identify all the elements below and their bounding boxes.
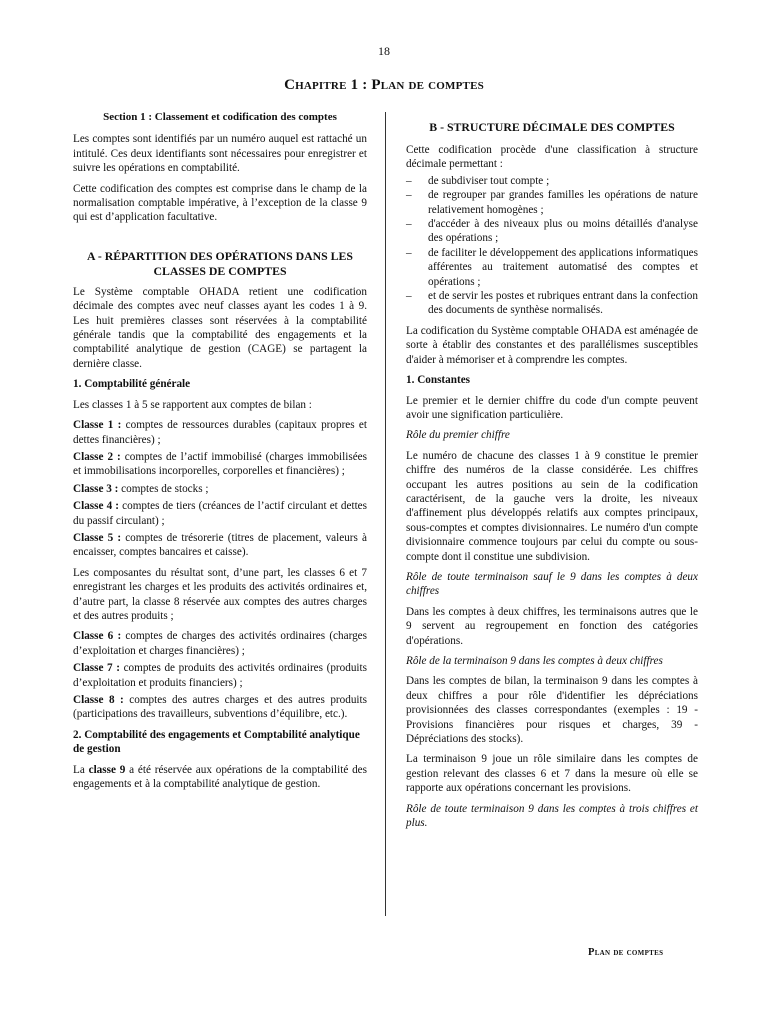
class-text: comptes des autres charges et des autres produits (participations des travailleurs, subventions d’équilibre, etc.). <box>73 694 367 721</box>
list-item: – de subdiviser tout compte ; <box>406 174 698 188</box>
class-text: comptes de stocks ; <box>121 482 209 495</box>
chapter-label: Chapitre 1 : <box>284 77 368 93</box>
class-entry <box>73 418 367 447</box>
list-item: – d'accéder à des niveaux plus ou moins détaillés d'analyse des opérations ; <box>406 217 698 246</box>
paragraph <box>73 763 367 792</box>
class-entry <box>73 482 367 496</box>
class-label: Classe 1 : <box>73 419 122 432</box>
paragraph: Le Système comptable OHADA retient une codification décimale des comptes avec neuf classes ayant les codes 1 à 9. Les huit premières classes sont réservées à la comptabilité générale tandis que la comptabilité des engagements et la comptabilité analytique de gestion (CAGE) se partagent la dernière classe. <box>73 285 367 370</box>
class-entry <box>73 693 367 722</box>
paragraph: La codification du Système comptable OHADA est aménagée de sorte à établir des constantes et des parallélismes susceptibles d'aider à mémoriser et à comprendre les comptes. <box>406 324 698 366</box>
right-column <box>406 110 698 836</box>
text-run: a été réservée aux opérations de la comptabilité des engagements et à la comptabilité analytique de gestion. <box>73 763 367 791</box>
class-entry <box>73 450 367 479</box>
class-label: Classe 6 : <box>73 630 122 643</box>
class-entry <box>73 661 367 690</box>
list-item: – et de servir les postes et rubriques entrant dans la confection des documents de synthèse normalisés. <box>406 289 698 318</box>
class-entry <box>73 531 367 560</box>
paragraph: Le premier et le dernier chiffre du code d'un compte peuvent avoir une signification particulière. <box>406 394 698 421</box>
paragraph: Dans les comptes de bilan, la terminaison 9 dans les comptes à deux chiffres a pour rôle d'identifier les dépréciations provisionnées des classes correspondantes (exemples : 19 - Provisions financières pour risques et charges, 39 - Dépréciations des stocks). <box>406 675 698 746</box>
class-label: Classe 5 : <box>73 531 122 544</box>
left-column <box>73 110 367 797</box>
paragraph: Le numéro de chacune des classes 1 à 9 constitue le premier chiffre des numéros de la classe considérée. Les chiffres occupant les autres positions au sein de la codification caractérisent, de la gauche vers la droite, les niveaux d'affinement plus développés relatifs aux comptes principaux, sous-comptes et comptes divisionnaires. Le numéro d'un compte divisionnaire commence toujours par celui du compte ou sous-compte dont il constitue une subdivision. <box>406 449 698 563</box>
paragraph: Cette codification procède d'une classification à structure décimale permettant : <box>406 144 698 171</box>
class-text: comptes de produits des activités ordinaires (produits d’exploitation et produits financiers) ; <box>73 662 367 689</box>
column-divider <box>385 112 386 916</box>
list-item: – de faciliter le développement des applications informatiques afférentes au traitement automatisé des comptes et opérations ; <box>406 246 698 289</box>
text-run: La <box>73 763 89 776</box>
list <box>406 174 698 318</box>
heading-engagements: 2. Comptabilité des engagements et Comptabilité analytique de gestion <box>73 728 360 756</box>
italic-subheading: Rôle de toute terminaison 9 dans les comptes à trois chiffres et plus. <box>406 802 698 830</box>
class-text: comptes de charges des activités ordinaires (charges d’exploitation et charges financières) ; <box>73 630 368 657</box>
class-entry <box>73 499 367 528</box>
heading-comptabilite-generale: 1. Comptabilité générale <box>73 378 191 391</box>
chapter-name: Plan de comptes <box>371 77 484 93</box>
class-text: comptes de ressources durables (capitaux propres et dettes financières) ; <box>73 419 367 446</box>
paragraph: Les classes 1 à 5 se rapportent aux comptes de bilan : <box>73 398 312 411</box>
list-item: – de regrouper par grandes familles les opérations de nature relativement homogènes ; <box>406 188 698 217</box>
italic-subheading: Rôle de toute terminaison sauf le 9 dans les comptes à deux chiffres <box>406 570 698 598</box>
class-text: comptes de tiers (créances de l’actif circulant et dettes du passif circulant) ; <box>73 500 367 527</box>
class-label: Classe 2 : <box>73 450 121 463</box>
heading-b: B - STRUCTURE DÉCIMALE DES COMPTES <box>429 120 675 134</box>
page-number: 18 <box>378 44 390 58</box>
paragraph: La terminaison 9 joue un rôle similaire dans les comptes de gestion relevant des classes 6 et 7 dans la mesure où elle se rapporte aux opérations concernant les provisions. <box>406 753 698 795</box>
text-bold: classe 9 <box>88 763 126 776</box>
paragraph: Les composantes du résultat sont, d’une part, les classes 6 et 7 enregistrant les charges et les produits des activités ordinaires et, d’autre part, la classe 8 réservée aux comptes des autres charges et des autres produits ; <box>73 566 367 622</box>
section-heading: Section 1 : Classement et codification des comptes <box>103 111 337 123</box>
paragraph: Les comptes sont identifiés par un numéro auquel est rattaché un intitulé. Ces deux identifiants sont nécessaires pour enregistrer et suivre les opérations en comptabilité. <box>73 133 367 175</box>
class-label: Classe 7 : <box>73 662 120 675</box>
italic-subheading: Rôle du premier chiffre <box>406 429 510 442</box>
heading-constantes: 1. Constantes <box>406 374 471 387</box>
class-text: comptes de trésorerie (titres de placement, valeurs à encaisser, comptes bancaires et caisse). <box>73 531 367 559</box>
paragraph: Cette codification des comptes est comprise dans le champ de la normalisation comptable impérative, à l’exception de la classe 9 qui est d’application facultative. <box>73 182 367 224</box>
class-label: Classe 3 : <box>73 482 119 495</box>
running-footer: Plan de comptes <box>588 947 664 958</box>
italic-subheading: Rôle de la terminaison 9 dans les comptes à deux chiffres <box>406 655 663 667</box>
paragraph: Dans les comptes à deux chiffres, les terminaisons autres que le 9 servent au regroupement en fonction des catégories d'opérations. <box>406 605 698 647</box>
heading-a: A - RÉPARTITION DES OPÉRATIONS DANS LES CLASSES DE COMPTES <box>87 248 353 278</box>
chapter-title <box>0 78 768 92</box>
class-label: Classe 4 : <box>73 500 120 513</box>
class-label: Classe 8 : <box>73 694 124 706</box>
class-entry <box>73 629 367 658</box>
class-text: comptes de l’actif immobilisé (charges immobilisées et immobilisations incorporelles, corporelles et financières) ; <box>73 450 368 478</box>
